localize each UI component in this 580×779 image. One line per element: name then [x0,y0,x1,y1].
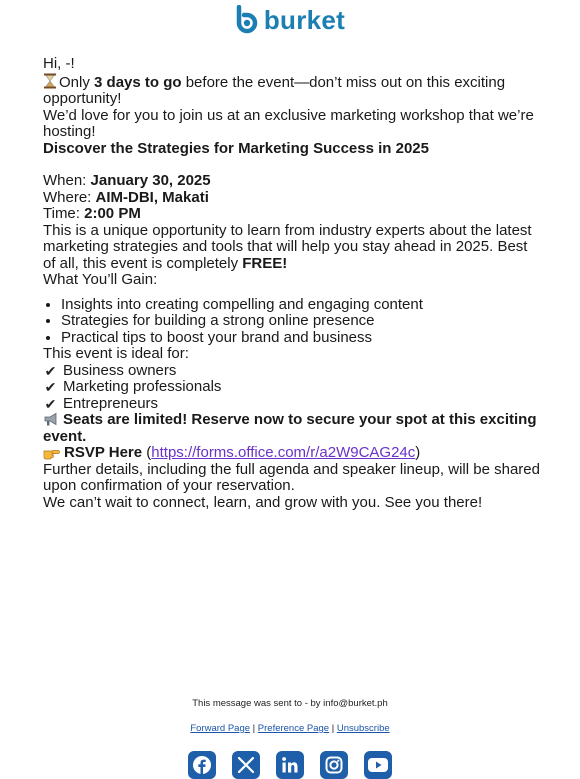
unsubscribe-link[interactable]: Unsubscribe [336,723,390,734]
list-item: • Strategies for building a strong online presence [61,313,543,330]
brand-name: burket [263,4,346,35]
email-footer [0,698,580,744]
sent-notice: This message was sent to - by info@burket.ph [192,698,388,709]
event-when [43,173,543,190]
time-label: Time: [43,205,85,222]
invite-paragraph: We’d love for you to join us at an exclusive marketing workshop that we’re hosting! [43,106,534,140]
footer-links [0,723,580,734]
logo-container [235,5,345,36]
rsvp-close: ) [415,444,421,461]
ideal-text: Marketing professionals [63,378,222,395]
youtube-icon[interactable] [364,751,392,779]
header-logo[interactable] [0,4,580,36]
ideal-label: This event is ideal for: [43,345,189,362]
gain-label: What You’ll Gain: [43,271,158,288]
checkmark-icon: ✔ [44,379,57,395]
pointing-hand-icon [43,446,60,460]
event-where [43,190,543,207]
separator: | [329,723,337,734]
opportunity-paragraph [43,223,543,273]
list-item [43,363,543,380]
when-label: When: [43,172,91,189]
email-body [43,56,543,511]
checkmark-icon: ✔ [44,362,57,379]
megaphone-icon [43,412,59,427]
event-details [43,173,543,223]
social-links [0,751,580,779]
list-item: • Practical tips to boost your brand and business [61,330,543,347]
burket-logo-icon [235,5,259,35]
forward-page-link[interactable]: Forward Page [190,723,251,734]
facebook-icon[interactable] [188,751,216,779]
ideal-text: Business owners [63,361,177,379]
gains-list [43,297,543,347]
ideal-text: Entrepreneurs [63,394,159,412]
countdown-days: 3 days to go [94,73,182,91]
list-item: • Insights into creating compelling and engaging content [61,297,543,314]
closing-paragraph: We can’t wait to connect, learn, and grow with you. See you there! [43,493,483,511]
rsvp-open: ( [142,444,152,461]
where-label: Where: [43,188,96,206]
time-value: 2:00 PM [84,205,141,222]
linkedin-icon[interactable] [276,751,304,779]
list-item [43,396,543,413]
when-value: January 30, 2025 [90,172,211,189]
event-time [43,206,543,223]
instagram-icon[interactable] [320,751,348,779]
countdown-post: before the event—don’t miss out on this exciting opportunity! [43,73,506,107]
countdown-pre: Only [59,73,95,91]
further-details-paragraph: Further details, including the full agenda and speaker lineup, will be shared upon confirmation of your reservation. [43,460,540,494]
hourglass-icon [43,73,57,89]
separator: | [250,723,258,734]
checkmark-icon: ✔ [44,395,57,412]
free-label: FREE! [242,254,288,272]
rsvp-paragraph [43,445,543,462]
seats-text: Seats are limited! Reserve now to secure your spot at this exciting event. [43,411,537,445]
preference-page-link[interactable]: Preference Page [257,723,330,734]
ideal-list [43,363,543,413]
list-item [43,379,543,396]
where-value: AIM-DBI, Makati [95,188,209,206]
event-heading: Discover the Strategies for Marketing Success in 2025 [43,139,429,157]
rsvp-label: RSVP Here [64,444,143,461]
x-icon[interactable] [232,751,260,779]
seats-paragraph [43,412,543,445]
countdown-paragraph [43,73,543,108]
opportunity-text: This is a unique opportunity to learn from industry experts about the latest marketing strategies and tools that will help you stay ahead in 2025. Best of all, this event is completely [43,221,532,272]
rsvp-link[interactable]: https://forms.office.com/r/a2W9CAG24c [151,444,416,461]
greeting: Hi, -! [43,55,75,72]
